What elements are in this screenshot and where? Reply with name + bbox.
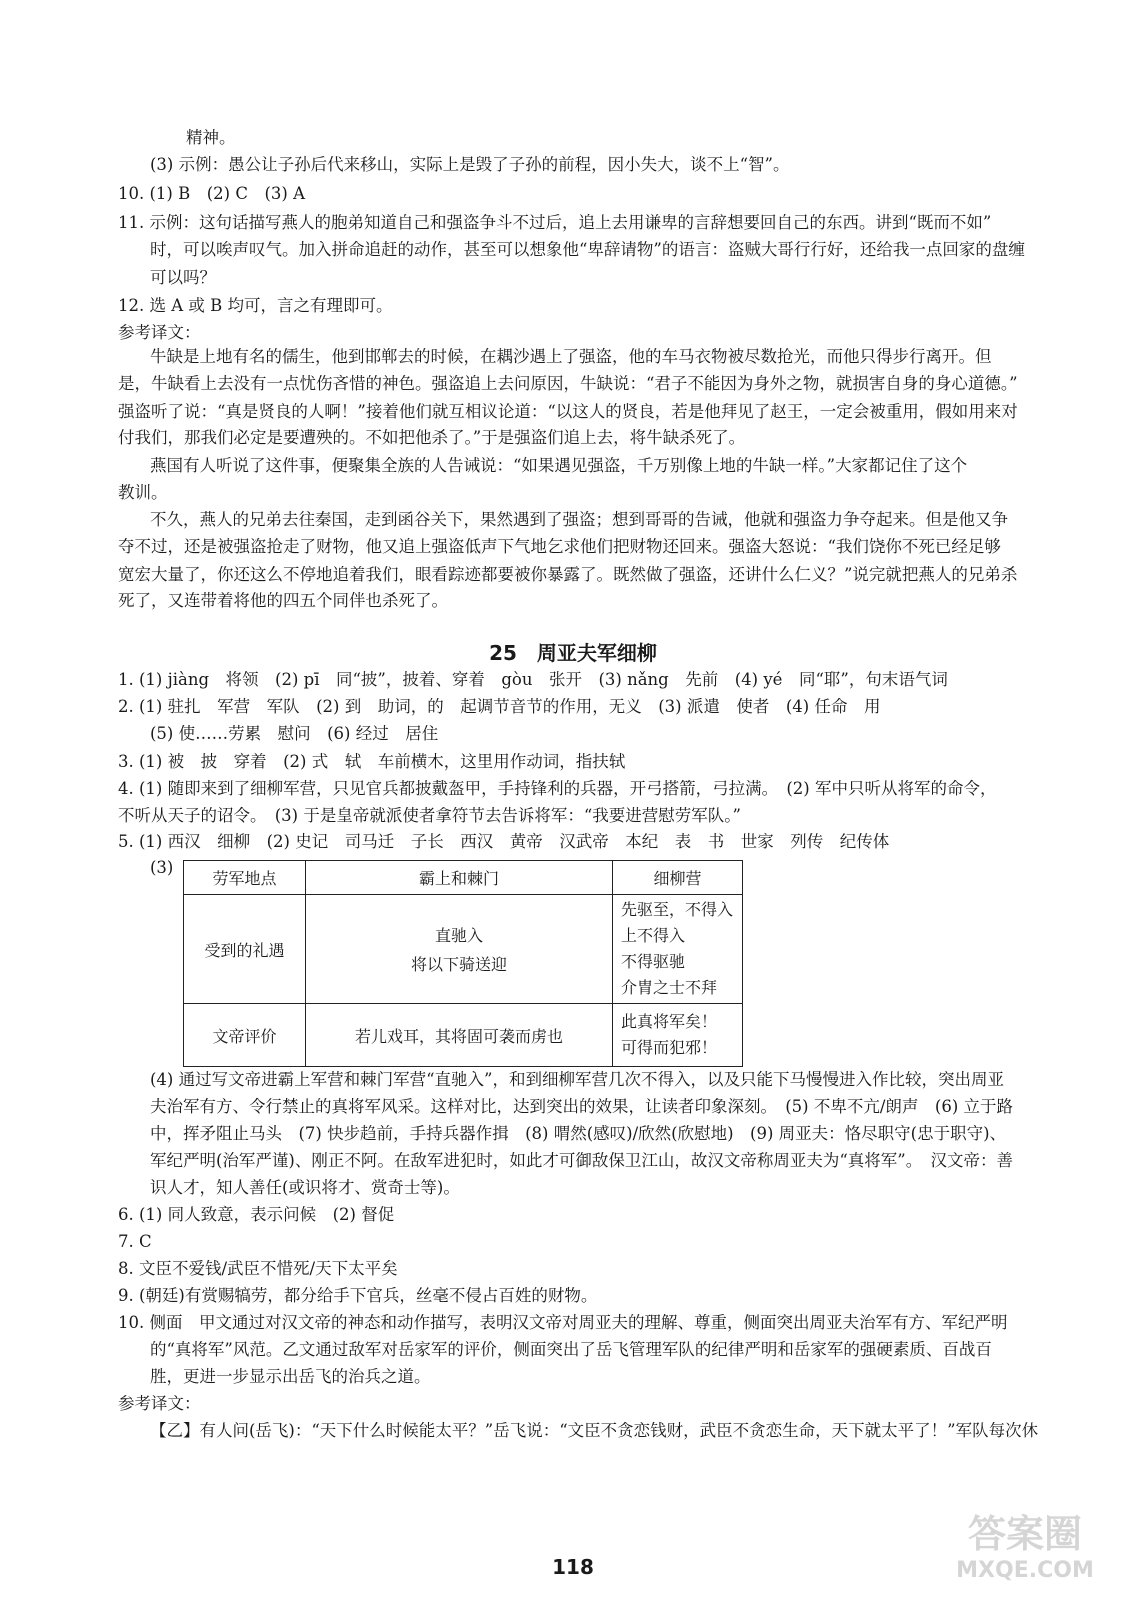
answer-line: 8. 文臣不爱钱/武臣不惜死/天下太平矣 xyxy=(118,1259,398,1278)
answer-line: 4. (1) 随即来到了细柳军营，只见官兵都披戴盔甲，手持锋利的兵器，开弓搭箭，弓拉满。 (2) 军中只听从将军的命令， xyxy=(118,779,997,798)
cell-line: 此真将军矣！ xyxy=(621,1012,718,1031)
answer-line: 参考译文： xyxy=(118,1394,201,1413)
cell-line: 介胄之士不拜 xyxy=(621,978,718,997)
table-cell xyxy=(613,1004,743,1067)
text-line: 精神。 xyxy=(186,128,236,147)
text-line: 夺不过，还是被强盗抢走了财物，他又追上强盗低声下气地乞求他们把财物还回来。强盗大怒说：“我们饶你不死已经足够 xyxy=(118,537,1001,556)
text-line: 12. 选 A 或 B 均可，言之有理即可。 xyxy=(118,296,393,315)
answer-line: 不听从天子的诏令。 (3) 于是皇帝就派使者拿符节去告诉将军：“我要进营慰劳军队。” xyxy=(118,806,741,825)
text-line: 付我们，那我们必定是要遭殃的。不如把他杀了。”于是强盗们追上去，将牛缺杀死了。 xyxy=(118,428,746,447)
table-header: 劳军地点 xyxy=(184,861,306,895)
table-cell: 文帝评价 xyxy=(184,1004,306,1067)
cell-line: 将以下骑送迎 xyxy=(410,955,507,974)
answer-line: 识人才，知人善任(或识将才、赏奇士等)。 xyxy=(150,1178,460,1197)
answer-line: 10. 侧面 甲文通过对汉文帝的神态和动作描写，表明汉文帝对周亚夫的理解、尊重，侧面突出周亚夫治军有方、军纪严明 xyxy=(118,1313,1008,1332)
cell-line: 不得驱驰 xyxy=(621,952,686,971)
text-line: 时，可以唉声叹气。加入拼命追赶的动作，甚至可以想象他“卑辞请物”的语言：盗贼大哥行行好，还给我一点回家的盘缠 xyxy=(150,240,1025,259)
text-line: (3) 示例：愚公让子孙后代来移山，实际上是毁了子孙的前程，因小失大，谈不上“智”。 xyxy=(150,155,790,174)
text-line: 11. 示例：这句话描写燕人的胞弟知道自己和强盗争斗不过后，追上去用谦卑的言辞想要回自己的东西。讲到“既而不如” xyxy=(118,213,992,232)
table-row xyxy=(184,1004,743,1067)
answer-line: 的“真将军”风范。乙文通过敌军对岳家军的评价，侧面突出了岳飞管理军队的纪律严明和岳家军的强硬素质、百战百 xyxy=(150,1340,992,1359)
answer-line: 6. (1) 同人致意，表示问候 (2) 督促 xyxy=(118,1205,395,1224)
text-line: 宽宏大量了，你还这么不停地追着我们，眼看踪迹都要被你暴露了。既然做了强盗，还讲什么仁义？”说完就把燕人的兄弟杀 xyxy=(118,565,1018,584)
answer-line: 1. (1) jiàng 将领 (2) pī 同“披”，披着、穿着 gòu 张开 (3) nǎng 先前 (4) yé 同“耶”，句末语气词 xyxy=(118,670,948,689)
watermark-logo xyxy=(925,1505,1125,1585)
table-cell: 受到的礼遇 xyxy=(184,895,306,1004)
answer-line: 胜，更进一步显示出岳飞的治兵之道。 xyxy=(150,1367,431,1386)
table-label: (3) xyxy=(150,858,174,877)
text-line: 参考译文： xyxy=(118,323,201,342)
cell-line: 可得而犯邪！ xyxy=(621,1038,718,1057)
text-line: 是，牛缺看上去没有一点忧伤吝惜的神色。强盗追上去问原因，牛缺说：“君子不能因为身外之物，就损害自身的身心道德。” xyxy=(118,374,1018,393)
answer-line: 2. (1) 驻扎 军营 军队 (2) 到 助词，的 起调节音节的作用，无义 (3) 派遣 使者 (4) 任命 用 xyxy=(118,697,881,716)
answer-line: 7. C xyxy=(118,1232,152,1251)
text-line: 死了，又连带着将他的四五个同伴也杀死了。 xyxy=(118,591,448,610)
table-header: 细柳营 xyxy=(613,861,743,895)
answer-line: 军纪严明(治军严谨)、刚正不阿。在敌军进犯时，如此才可御敌保卫江山，故汉文帝称周亚夫为“真将军”。 汉文帝：善 xyxy=(150,1151,1013,1170)
section-title: 25 周亚夫军细柳 xyxy=(489,641,657,665)
answer-line: 9. (朝廷)有赏赐犒劳，都分给手下官兵，丝毫不侵占百姓的财物。 xyxy=(118,1286,598,1305)
text-line: 可以吗？ xyxy=(150,268,216,287)
table-header: 霸上和棘门 xyxy=(306,861,613,895)
answer-line: (4) 通过写文帝进霸上军营和棘门军营“直驰入”，和到细柳军营几次不得入，以及只能下马慢慢进入作比较，突出周亚 xyxy=(150,1070,1004,1089)
text-line: 不久，燕人的兄弟去往秦国，走到函谷关下，果然遇到了强盗；想到哥哥的告诫，他就和强盗力争夺起来。但是他又争 xyxy=(150,510,1008,529)
cell-line: 上不得入 xyxy=(621,926,686,945)
text-line: 强盗听了说：“真是贤良的人啊！”接着他们就互相议论道：“以这人的贤良，若是他拜见了赵王，一定会被重用，假如用来对 xyxy=(118,402,1018,421)
answer-line: 【乙】有人问(岳飞)：“天下什么时候能太平？”岳飞说：“文臣不贪恋钱财，武臣不贪恋生命，天下就太平了！”军队每次休 xyxy=(150,1421,1039,1440)
answer-line: (5) 使……劳累 慰问 (6) 经过 居住 xyxy=(150,724,439,743)
watermark-text: 答案圈 xyxy=(967,1512,1083,1556)
answer-line: 夫治军有方、令行禁止的真将军风采。这样对比，达到突出的效果，让读者印象深刻。 (5) 不卑不亢/朗声 (6) 立于路 xyxy=(150,1097,1014,1116)
page-number: 118 xyxy=(552,1555,594,1579)
table-row xyxy=(184,895,743,1004)
table-header-row xyxy=(184,861,743,895)
cell-line: 直驰入 xyxy=(434,926,483,945)
comparison-table xyxy=(183,860,743,1067)
watermark-subtext: MXQE.COM xyxy=(956,1558,1094,1583)
table-cell: 若儿戏耳，其将固可袭而虏也 xyxy=(306,1004,613,1067)
answer-line: 中，挥矛阻止马头 (7) 快步趋前，手持兵器作揖 (8) 喟然(感叹)/欣然(欣慰地) (9) 周亚夫：恪尽职守(忠于职守)、 xyxy=(150,1124,1007,1143)
answer-line: 3. (1) 被 披 穿着 (2) 式 轼 车前横木，这里用作动词，指扶轼 xyxy=(118,752,626,771)
cell-line: 先驱至，不得入 xyxy=(621,900,734,919)
answer-line: 5. (1) 西汉 细柳 (2) 史记 司马迁 子长 西汉 黄帝 汉武帝 本纪 表 书 世家 列传 纪传体 xyxy=(118,832,890,851)
table-cell xyxy=(613,895,743,1004)
text-line: 教训。 xyxy=(118,483,168,502)
table-cell xyxy=(306,895,613,1004)
text-line: 10. (1) B (2) C (3) A xyxy=(118,184,306,203)
text-line: 牛缺是上地有名的儒生，他到邯郸去的时候，在耦沙遇上了强盗，他的车马衣物被尽数抢光，而他只得步行离开。但 xyxy=(150,347,992,366)
text-line: 燕国有人听说了这件事，便聚集全族的人告诫说：“如果遇见强盗，千万别像上地的牛缺一样。”大家都记住了这个 xyxy=(150,456,968,475)
